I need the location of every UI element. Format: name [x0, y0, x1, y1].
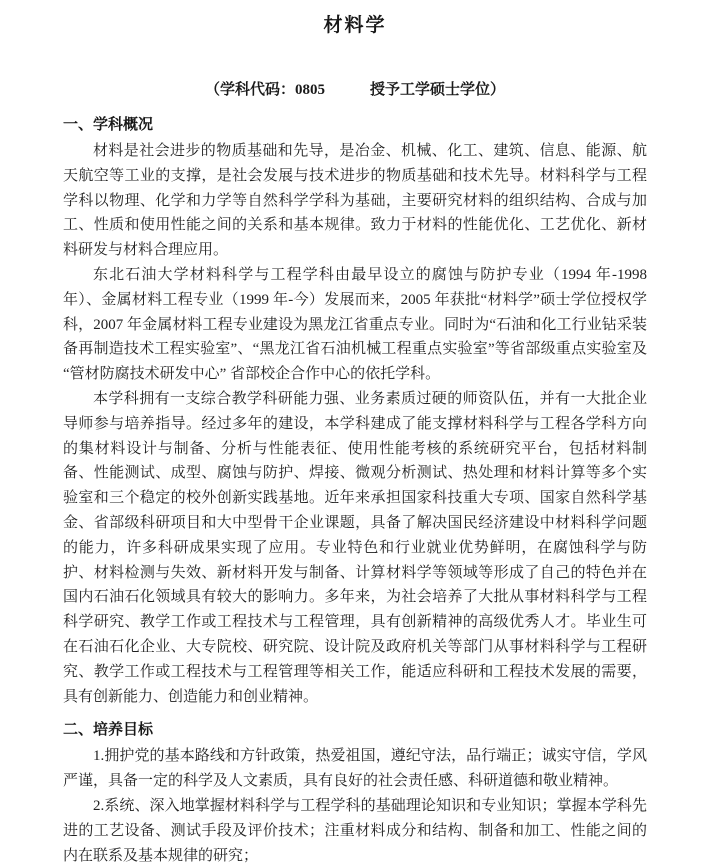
document-title: 材料学 — [323, 15, 387, 36]
paragraph-materials-intro: 材料是社会进步的物质基础和先导，是冶金、机械、化工、建筑、信息、能源、航天航空等工业的支撑，是社会发展与技术进步的物质基础和技术先导。材料科学与工程学科以物理、化学和力学等自然科学学科为基础，主要研究材料的组织结构、合成与加工、性质和使用性能之间的关系和基本规律。致力于材料的性能优化、工艺优化、新材料研发与材料合理应用。 — [63, 143, 647, 259]
objective-item-2: 2.系统、深入地掌握材料科学与工程学科的基础理论知识和专业知识；掌握本学科先进的工艺设备、测试手段及评价技术；注重材料成分和结构、制备和加工、性能之间的内在联系及基本规律的研究； — [63, 797, 647, 864]
degree-awarded-text: 授予工学硕士学位） — [370, 82, 506, 98]
paragraph-faculty-platform: 本学科拥有一支综合教学科研能力强、业务素质过硬的师资队伍，并有一大批企业导师参与培养指导。经过多年的建设，本学科建成了能支撑材料科学与工程各学科方向的集材料设计与制备、分析与性能表征、使用性能考核的系统研究平台，包括材料制备、性能测试、成型、腐蚀与防护、焊接、微观分析测试、热处理和材料计算等多个实验室和三个稳定的校外创新实践基地。近年来承担国家科技重大专项、国家自然科学基金、省部级科研项目和大中型骨干企业课题，具备了解决国民经济建设中材料科学问题的能力，许多科研成果实现了应用。专业特色和行业就业优势鲜明，在腐蚀科学与防护、材料检测与失效、新材料开发与制备、计算材料学等领域等形成了自己的特色并在国内石油石化领域具有较大的影响力。多年来，为社会培养了大批从事材料科学与工程科学研究、教学工作或工程技术与工程管理，具有创新精神的高级优秀人才。毕业生可在石油石化企业、大专院校、研究院、设计院及政府机关等部门从事材料科学与工程研究、教学工作或工程技术与工程管理等相关工作，能适应科研和工程技术发展的需要，具有创新能力、创造能力和创业精神。 — [63, 390, 647, 705]
section-heading-training-objectives: 二、培养目标 — [63, 722, 154, 739]
document-subtitle — [63, 78, 647, 99]
section-heading-discipline-overview: 一、学科概况 — [63, 117, 154, 133]
objective-item-1: 1.拥护党的基本路线和方针政策，热爱祖国，遵纪守法，品行端正；诚实守信，学风严谨，具备一定的科学及人文素质，具有良好的社会责任感、科研道德和敬业精神。 — [63, 748, 647, 790]
paragraph-discipline-history: 东北石油大学材料科学与工程学科由最早设立的腐蚀与防护专业（1994 年-1998 年）、金属材料工程专业（1999 年-今）发展而来，2005 年获批“材料学”硕士学位授权学科，2007 年金属材料工程专业建设为黑龙江省重点专业。同时为“石油和化工行业钻采装备再制造技术工程实验室”、“黑龙江省石油机械工程重点实验室”等省部级重点实验室及 “管材防腐技术研发中心” 省部校企合作中心的依托学科。 — [63, 266, 647, 383]
subject-code-text: （学科代码：0805 — [204, 82, 325, 98]
